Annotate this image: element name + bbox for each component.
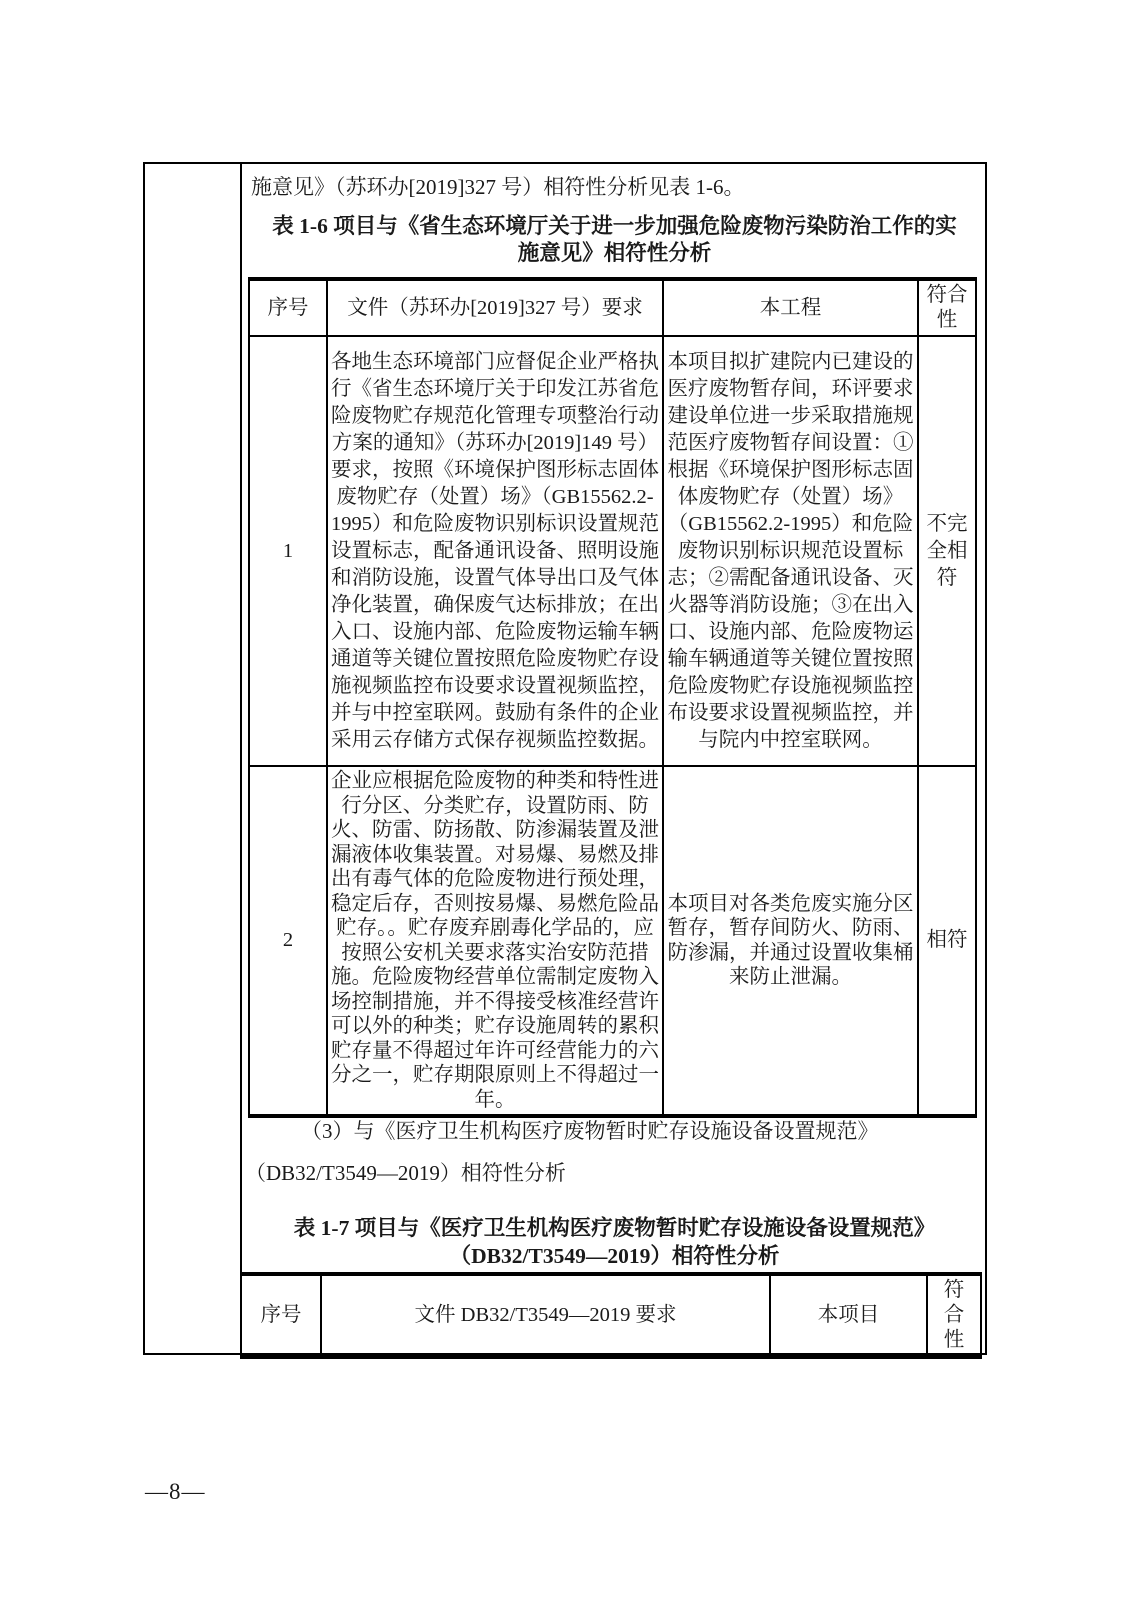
section-3-heading-line2: （DB32/T3549—2019）相符性分析 xyxy=(245,1161,566,1185)
table-row xyxy=(249,766,976,1116)
header-cell-requirement: 文件（苏环办[2019]327 号）要求 xyxy=(327,279,663,336)
header-cell-compliance: 符合性 xyxy=(927,1274,981,1357)
cell-compliance: 相符 xyxy=(918,766,976,1116)
header-cell-requirement: 文件 DB32/T3549—2019 要求 xyxy=(321,1274,770,1357)
table-1-7-title xyxy=(242,1214,987,1270)
cell-requirement: 企业应根据危险废物的种类和特性进行分区、分类贮存，设置防雨、防火、防雷、防扬散、防渗漏装置及泄漏液体收集装置。对易爆、易燃及排出有毒气体的危险废物进行预处理，稳定后存，否则按易爆、易燃危险品贮存。。贮存废弃剧毒化学品的，应按照公安机关要求落实治安防范措施。危险废物经营单位需制定废物入场控制措施，并不得接受核准经营许可以外的种类；贮存设施周转的累积贮存量不得超过年许可经营能力的六分之一，贮存期限原则上不得超过一年。 xyxy=(327,766,663,1116)
cell-project: 本项目对各类危废实施分区暂存，暂存间防火、防雨、防渗漏，并通过设置收集桶来防止泄漏。 xyxy=(663,766,918,1116)
header-cell-no: 序号 xyxy=(249,279,327,336)
table-1-7-title-line2: （DB32/T3549—2019）相符性分析 xyxy=(449,1244,780,1268)
header-cell-no: 序号 xyxy=(241,1274,321,1357)
cell-row-no: 2 xyxy=(249,766,327,1116)
table-1-7-title-line1: 表 1-7 项目与《医疗卫生机构医疗废物暂时贮存设施设备设置规范》 xyxy=(293,1216,936,1240)
table-1-6-title xyxy=(242,213,987,267)
cell-requirement: 各地生态环境部门应督促企业严格执行《省生态环境厅关于印发江苏省危险废物贮存规范化管理专项整治行动方案的通知》（苏环办[2019]149 号）要求，按照《环境保护图形标志固体废物贮存（处置）场》（GB15562.2-1995）和危险废物识别标识设置规范设置标志，配备通讯设备、照明设施和消防设施，设置气体导出口及气体净化装置，确保废气达标排放；在出入口、设施内部、危险废物运输车辆通道等关键位置按照危险废物贮存设施视频监控布设要求设置视频监控，并与中控室联网。鼓励有条件的企业采用云存储方式保存视频监控数据。 xyxy=(327,336,663,766)
header-cell-compliance: 符合性 xyxy=(918,279,976,336)
table-1-6-title-line1: 表 1-6 项目与《省生态环境厅关于进一步加强危险废物污染防治工作的实 xyxy=(272,214,957,238)
cell-row-no: 1 xyxy=(249,336,327,766)
table-1-6-header-row xyxy=(249,279,976,336)
intro-paragraph: 施意见》（苏环办[2019]327 号）相符性分析见表 1-6。 xyxy=(251,175,745,199)
table-1-6 xyxy=(248,277,977,1118)
table-1-7 xyxy=(240,1272,982,1359)
section-3-heading-line1: （3）与《医疗卫生机构医疗废物暂时贮存设施设备设置规范》 xyxy=(301,1119,879,1143)
cell-compliance: 不完全相符 xyxy=(918,336,976,766)
page-number: —8— xyxy=(145,1479,206,1504)
header-cell-project: 本项目 xyxy=(770,1274,927,1357)
table-1-6-title-line2: 施意见》相符性分析 xyxy=(517,241,712,265)
header-cell-project: 本工程 xyxy=(663,279,918,336)
table-1-7-header-row xyxy=(241,1274,981,1357)
frame-column-divider xyxy=(240,162,242,1355)
cell-project: 本项目拟扩建院内已建设的医疗废物暂存间，环评要求建设单位进一步采取措施规范医疗废物暂存间设置：①根据《环境保护图形标志固体废物贮存（处置）场》（GB15562.2-1995）和危险废物识别标识规范设置标志；②需配备通讯设备、灭火器等消防设施；③在出入口、设施内部、危险废物运输车辆通道等关键位置按照危险废物贮存设施视频监控布设要求设置视频监控，并与院内中控室联网。 xyxy=(663,336,918,766)
table-row xyxy=(249,336,976,766)
